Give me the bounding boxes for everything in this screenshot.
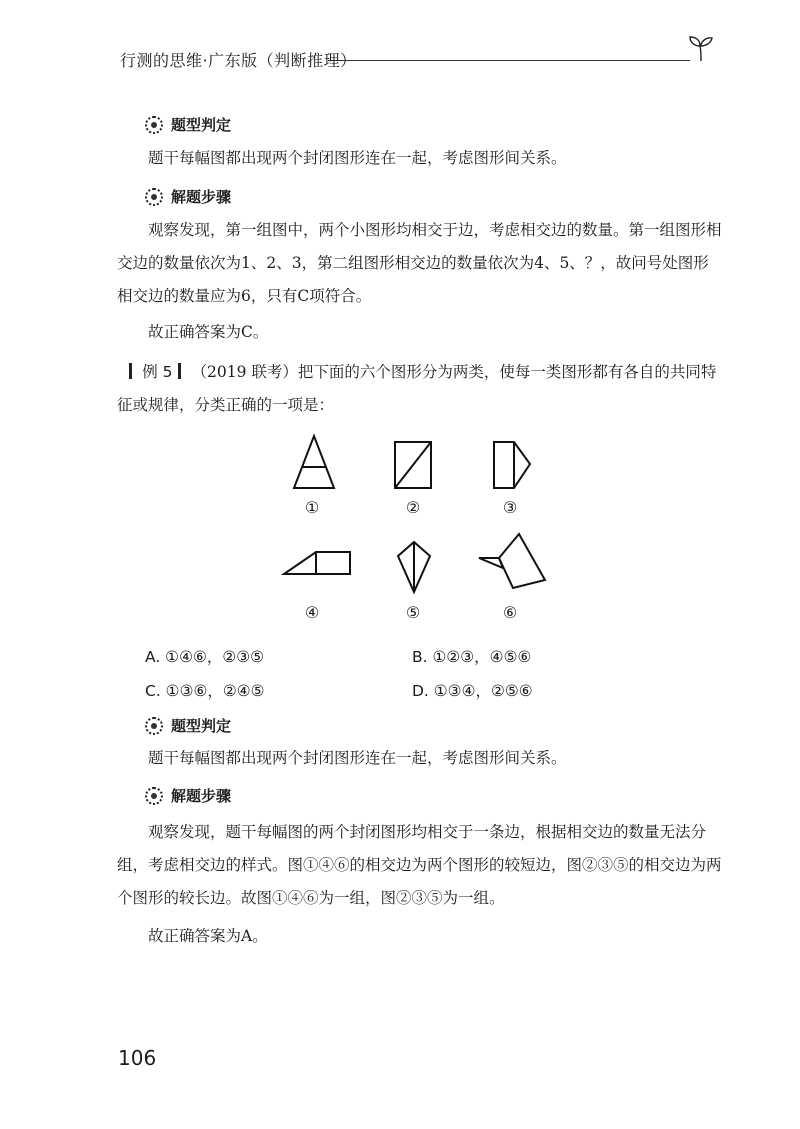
figure-label-1: ① [304,498,320,517]
answer-text-2: 故正确答案为A。 [148,927,268,945]
heading-question-type: 题型判定 [145,114,231,135]
figure-2 [393,440,433,490]
figure-5 [394,540,434,594]
figure-3 [492,440,534,490]
example-question [117,356,723,422]
option-a: A. ①④⑥，②③⑤ [145,648,265,666]
heading-solution-steps-2: 解题步骤 [145,785,231,806]
figure-label-4: ④ [304,603,320,622]
option-b: B. ①②③，④⑤⑥ [412,648,532,666]
page-number: 106 [118,1046,157,1070]
option-c: C. ①③⑥，②④⑤ [145,682,265,700]
sprout-icon [688,34,714,62]
running-header: 行测的思维·广东版（判断推理） [120,51,357,70]
solution-text-2: 观察发现，题干每幅图的两个封闭图形均相交于一条边，根据相交边的数量无法分组，考虑相交边的样式。图①④⑥的相交边为两个图形的较短边，图②③⑤的相交边为两个图形的较长边。故图①④⑥为一组，图②③⑤为一组。 [117,823,722,907]
bracket-mark [178,363,185,379]
bullet-icon [145,116,163,134]
bullet-icon [145,717,163,735]
bullet-icon [145,188,163,206]
bracket-mark [129,363,136,379]
heading-solution-steps: 解题步骤 [145,186,231,207]
example-label: 例 5 [142,363,173,381]
heading-question-type-2: 题型判定 [145,715,231,736]
figure-label-6: ⑥ [502,603,518,622]
option-d: D. ①③④，②⑤⑥ [412,682,533,700]
figure-6 [477,532,549,590]
question-type-text: 题干每幅图都出现两个封闭图形连在一起，考虑图形间关系。 [148,149,567,167]
example-text: （2019 联考）把下面的六个图形分为两类，使每一类图形都有各自的共同特征或规律，分类正确的一项是： [117,363,717,414]
question-type-text-2: 题干每幅图都出现两个封闭图形连在一起，考虑图形间关系。 [148,749,567,767]
figure-label-2: ② [405,498,421,517]
answer-text: 故正确答案为C。 [148,323,269,341]
figure-label-5: ⑤ [405,603,421,622]
figure-label-3: ③ [502,498,518,517]
figure-4 [282,550,354,578]
solution-text: 观察发现，第一组图中，两个小图形均相交于边，考虑相交边的数量。第一组图形相交边的数量依次为1、2、3，第二组图形相交边的数量依次为4、5、？，故问号处图形相交边的数量应为6，只有C项符合。 [117,221,722,305]
figure-1 [292,434,336,490]
header-rule [328,60,690,61]
bullet-icon [145,787,163,805]
